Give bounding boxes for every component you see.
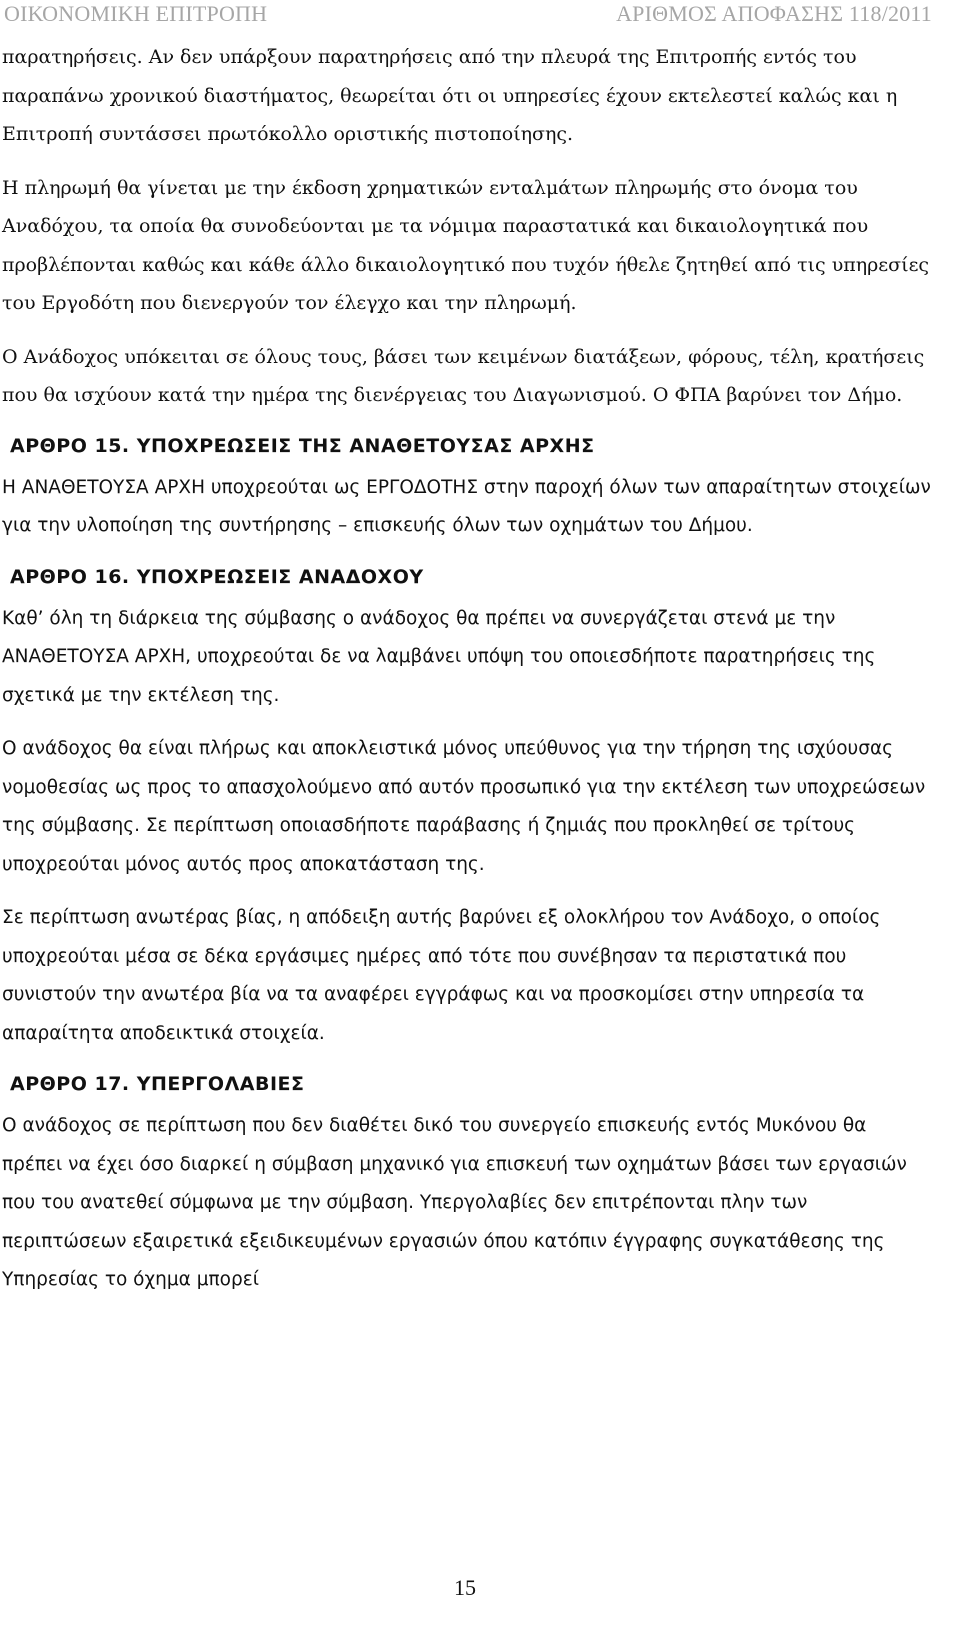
paragraph-observations: παρατηρήσεις. Αν δεν υπάρξουν παρατηρήσεις από την πλευρά της Επιτροπής εντός του παραπάνω χρονικού διαστήματος, θεωρείται ότι οι υπηρεσίες έχουν εκτελεστεί καλώς και η Επιτροπή συντάσσει πρωτόκολλο οριστικής πιστοποίησης.: [2, 46, 898, 145]
article-16-paragraph-cooperation: Καθ’ όλη τη διάρκεια της σύμβασης ο ανάδοχος θα πρέπει να συνεργάζεται στενά με την ΑΝΑΘΕΤΟΥΣΑ ΑΡΧΗ, υποχρεούται δε να λαμβάνει υπόψη του οποιεσδήποτε παρατηρήσεις της σχετικά με την εκτέλεση της.: [2, 607, 876, 706]
article-15-heading: ΑΡΘΡΟ 15. ΥΠΟΧΡΕΩΣΕΙΣ ΤΗΣ ΑΝΑΘΕΤΟΥΣΑΣ ΑΡΧΗΣ: [10, 434, 595, 457]
article-16-paragraph-liability: Ο ανάδοχος θα είναι πλήρως και αποκλειστικά μόνος υπεύθυνος για την τήρηση της ισχύουσας νομοθεσίας ως προς το απασχολούμενο από αυτόν προσωπικό για την εκτέλεση των υποχρεώσεων της σύμβασης. Σε περίπτωση οποιασδήποτε παράβασης ή ζημιάς που προκληθεί σε τρίτους υποχρεούται μόνος αυτός προς αποκατάσταση της.: [2, 738, 926, 875]
paragraph-payment: Η πληρωμή θα γίνεται με την έκδοση χρηματικών ενταλμάτων πληρωμής στο όνομα του Αναδόχου, τα οποία θα συνοδεύονται με τα νόμιμα παραστατικά και δικαιολογητικά που προβλέπονται καθώς και κάθε άλλο δικαιολογητικό που τυχόν ήθελε ζητηθεί από τις υπηρεσίες του Εργοδότη που διενεργούν τον έλεγχο και την πληρωμή.: [2, 176, 930, 314]
header-committee-title: ΟΙΚΟΝΟΜΙΚΗ ΕΠΙΤΡΟΠΗ: [4, 1, 268, 26]
article-15-paragraph: Η ΑΝΑΘΕΤΟΥΣΑ ΑΡΧΗ υποχρεούται ως ΕΡΓΟΔΟΤΗΣ στην παροχή όλων των απαραίτητων στοιχείων για την υλοποίηση της συντήρησης – επισκευής όλων των οχημάτων του Δήμου.: [2, 476, 931, 536]
page-header: [2, 1, 932, 31]
document-body: [2, 38, 932, 1300]
article-16-paragraph-force-majeure: Σε περίπτωση ανωτέρας βίας, η απόδειξη αυτής βαρύνει εξ ολοκλήρου τον Ανάδοχο, ο οποίος υποχρεούται μέσα σε δέκα εργάσιμες ημέρες από τότε που συνέβησαν τα περιστατικά που συνιστούν την ανωτέρα βία να τα αναφέρει εγγράφως και να προσκομίσει στην υπηρεσία τα απαραίτητα αποδεικτικά στοιχεία.: [2, 907, 881, 1044]
paragraph-taxes: Ο Ανάδοχος υπόκειται σε όλους τους, βάσει των κειμένων διατάξεων, φόρους, τέλη, κρατήσεις που θα ισχύουν κατά την ημέρα της διενέργειας του Διαγωνισμού. Ο ΦΠΑ βαρύνει τον Δήμο.: [2, 345, 925, 406]
article-17-heading: ΑΡΘΡΟ 17. ΥΠΕΡΓΟΛΑΒΙΕΣ: [10, 1073, 305, 1095]
article-17-paragraph: Ο ανάδοχος σε περίπτωση που δεν διαθέτει δικό του συνεργείο επισκευής εντός Μυκόνου θα πρέπει να έχει όσο διαρκεί η σύμβαση μηχανικό για επισκευή των οχημάτων βάσει των εργασιών που του ανατεθεί σύμφωνα με την σύμβαση. Υπεργολαβίες δεν επιτρέπονται πλην των περιπτώσεων εξαιρετικά εξειδικευμένων εργασιών όπου κατόπιν έγγραφης συγκατάθεσης της Υπηρεσίας το όχημα μπορεί: [2, 1115, 907, 1290]
article-16-heading: ΑΡΘΡΟ 16. ΥΠΟΧΡΕΩΣΕΙΣ ΑΝΑΔΟΧΟΥ: [10, 565, 424, 588]
page-number: 15: [454, 1575, 476, 1600]
header-decision-number: ΑΡΙΘΜΟΣ ΑΠΟΦΑΣΗΣ 118/2011: [616, 1, 932, 26]
